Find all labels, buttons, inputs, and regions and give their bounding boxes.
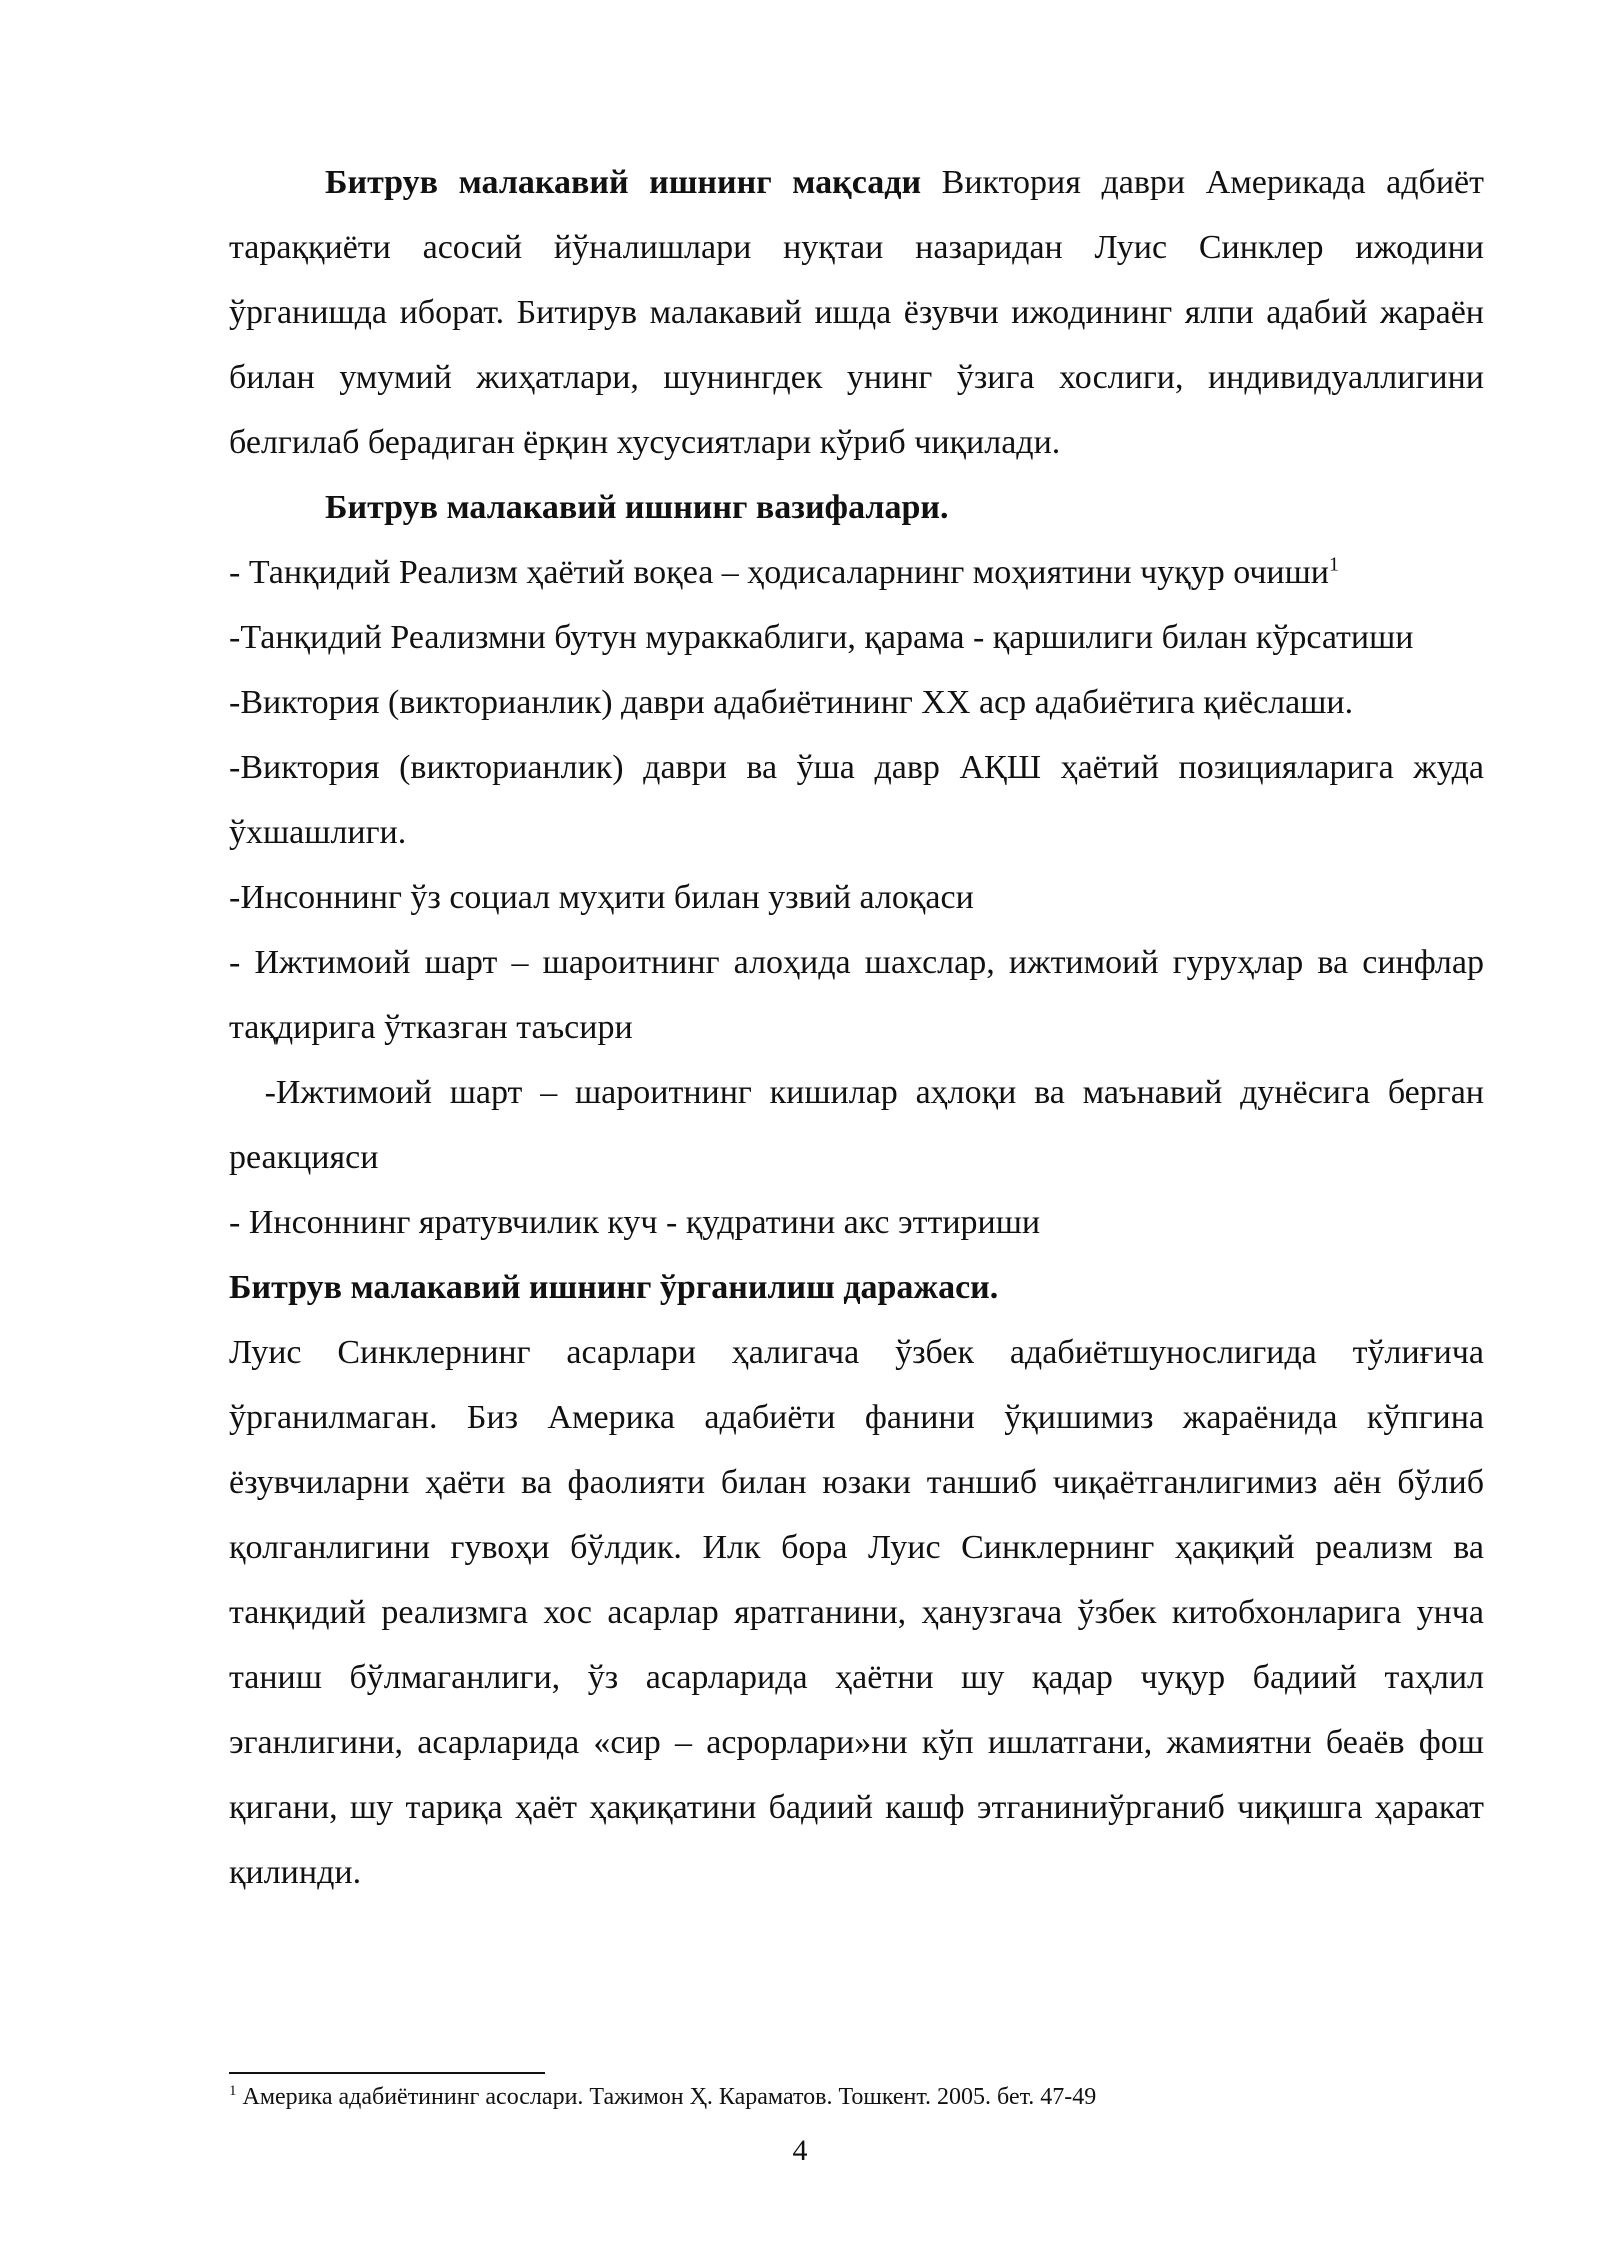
footnote-ref-1[interactable]: 1: [1329, 553, 1339, 576]
task-item-2: -Танқидий Реализмни бутун мураккаблиги, қарама - қаршилиги билан кўрсатиши: [229, 619, 1414, 656]
study-paragraph: Луис Синклернинг асарлари ҳалигача ўзбек адабиётшунослигида тўлиғича ўрганилмаган. Биз Америка адабиёти фанини ўқишимиз жараёнида кўпгина ёзувчиларни ҳаёти ва фаолияти билан юзаки таншиб чиқаётганлигимиз аён бўлиб қолганлигини гувоҳи бўлдик. Илк бора Луис Синклернинг ҳақиқий реализм ва танқидий реализмга хос асарлар яратганини, ҳанузгача ўзбек китобхонларига унча таниш бўлмаганлиги, ўз асарларида ҳаётни шу қадар чуқур бадиий таҳлил эганлигини, асарларида «сир – асрорлари»ни кўп ишлатгани, жамиятни беаёв фош қигани, шу тариқа ҳаёт ҳақиқатини бадиий кашф этганиниўрганиб чиқишга ҳаракат қилинди.: [229, 1334, 1484, 1891]
task-item-1: [229, 540, 1484, 605]
footnote-divider: [229, 2072, 545, 2074]
task-item-8: - Инсоннинг яратувчилик куч - қудратини акс эттириши: [229, 1204, 1041, 1241]
footnote-text: Америка адабиётининг асослари. Тажимон Ҳ. Караматов. Тошкент. 2005. бет. 47-49: [236, 2084, 1097, 2110]
task-item-5: -Инсоннинг ўз социал муҳити билан узвий алоқаси: [229, 879, 974, 916]
task-item-7: -Ижтимоий шарт – шароитнинг кишилар аҳлоқи ва маънавий дунёсига берган реакцияси: [229, 1074, 1493, 1176]
intro-text: Виктория даври Америкада адбиёт тараққиёти асосий йўналишлари нуқтаи назаридан Луис Синклер ижодини ўрганишда иборат. Битирув малакавий ишда ёзувчи ижодининг ялпи адабий жараён билан умумий жиҳатлари, шунингдек унинг ўзига хослиги, индивидуаллигини белгилаб берадиган ёрқин хусусиятлари кўриб чиқилади.: [229, 164, 1484, 461]
task-item-4: -Виктория (викторианлик) даври ва ўша давр АҚШ ҳаётий позицияларига жуда ўхшашлиги.: [229, 749, 1484, 851]
task-item-3: -Виктория (викторианлик) даври адабиётининг ХХ аср адабиётига қиёслаши.: [229, 684, 1354, 721]
task-item-6: - Ижтимоий шарт – шароитнинг алоҳида шахслар, ижтимоий гуруҳлар ва синфлар тақдирига ўтказган таъсири: [229, 944, 1484, 1046]
intro-lead-bold: Битрув малакавий ишнинг мақсади: [325, 164, 922, 201]
task-item-1-text: - Танқидий Реализм ҳаётий воқеа – ҳодисаларнинг моҳиятини чуқур очиши: [229, 554, 1329, 591]
page-number: 4: [792, 2134, 808, 2167]
study-heading: Битрув малакавий ишнинг ўрганилиш даражаси.: [229, 1269, 999, 1306]
intro-paragraph: [229, 150, 1484, 475]
body-text: [229, 150, 1493, 1905]
tasks-heading: Битрув малакавий ишнинг вазифалари.: [325, 489, 949, 526]
footnote-number: 1: [229, 2083, 237, 2099]
footnote: [229, 2080, 1484, 2114]
